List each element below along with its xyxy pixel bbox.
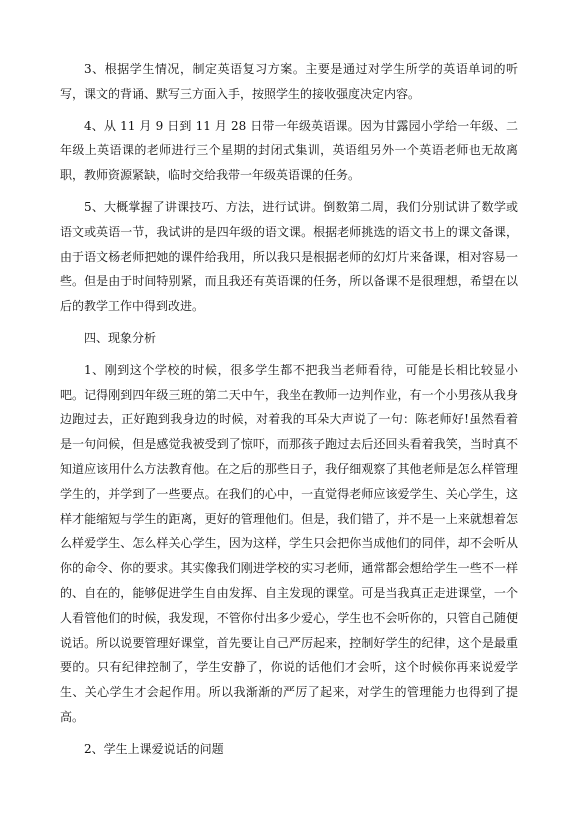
paragraph-4: 4、从 11 月 9 日到 11 月 28 日带一年级英语课。因为甘露园小学给一年级、二年级上英语课的老师进行三个星期的封闭式集训，英语组另外一个英语老师也无故离职，教师资源紧缺，临时交给我带一年级英语课的任务。	[60, 118, 518, 183]
section-heading: 四、现象分析	[84, 330, 157, 345]
subheading: 2、学生上课爱说话的问题	[84, 741, 224, 756]
analysis-paragraph: 1、刚到这个学校的时候，很多学生都不把我当老师看待，可能是长相比较显小吧。记得刚到四年级三班的第二天中午，我坐在教师一边判作业，有一个小男孩从我身边跑过去，正好跑到我身边的时候，对着我的耳朵大声说了一句：陈老师好!虽然看着是一句问候，但是感觉我被受到了惊吓，而那孩子跑过去后还回头看着我笑，当时真不知道应该用什么方法教育他。在之后的那些日子，我仔细观察了其他老师是怎么样管理学生的，并学到了一些要点。在我们的心中，一直觉得老师应该爱学生、关心学生，这样才能缩短与学生的距离，更好的管理他们。但是，我们错了，并不是一上来就想着怎么样爱学生、怎么样关心学生，因为这样，学生只会把你当成他们的同伴，却不会听从你的命令、你的要求。其实像我们刚进学校的实习老师，通常都会想给学生一些不一样的、自在的，能够促进学生自由发挥、自主发现的课堂。可是当我真正走进课堂，一个人看管他们的时候，我发现，不管你付出多少爱心，学生也不会听你的，只管自己随便说话。所以说要管理好课堂，首先要让自己严厉起来，控制好学生的纪律，这个是最重要的。只有纪律控制了，学生安静了，你说的话他们才会听，这个时候你再来说爱学生、关心学生才会起作用。所以我渐渐的严厉了起来，对学生的管理能力也得到了提高。	[60, 362, 518, 724]
paragraph-3: 3、根据学生情况，制定英语复习方案。主要是通过对学生所学的英语单词的听写，课文的背诵、默写三方面入手，按照学生的接收强度决定内容。	[60, 62, 518, 101]
paragraph-5: 5、大概掌握了讲课技巧、方法，进行试讲。倒数第二周，我们分别试讲了数学或语文或英语一节，我试讲的是四年级的语文课。根据老师挑选的语文书上的课文备课，由于语文杨老师把她的课件给我用，所以我只是根据老师的幻灯片来备课，相对容易一些。但是由于时间特别紧，而且我还有英语课的任务，所以备课不是很理想，希望在以后的教学工作中得到改进。	[60, 199, 518, 314]
